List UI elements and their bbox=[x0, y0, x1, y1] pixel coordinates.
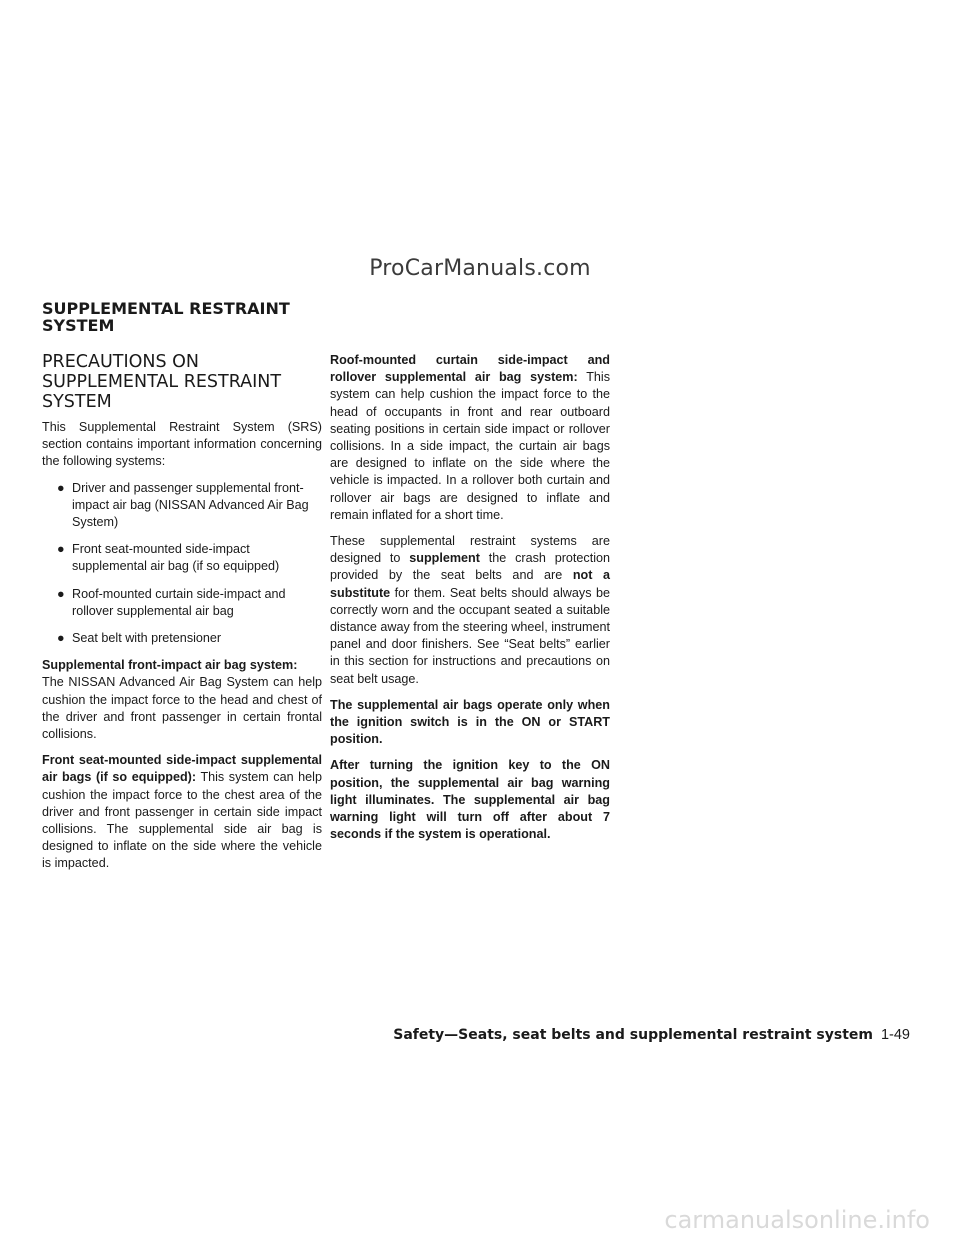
supplement-paragraph bbox=[330, 533, 610, 688]
bullet-icon: ● bbox=[57, 631, 65, 646]
ignition-paragraph: The supplemental air bags operate only when the ignition switch is in the ON or START position. bbox=[330, 697, 610, 747]
side-impact-lead: Front seat-mounted side-impact supplemental air bags (if so equipped): bbox=[42, 753, 322, 785]
list-item-text: Seat belt with pretensioner bbox=[72, 631, 222, 646]
list-item-text: Driver and passenger supplemental front-impact air bag (NISSAN Advanced Air Bag System) bbox=[72, 480, 309, 530]
bullet-icon: ● bbox=[57, 586, 65, 601]
bullet-icon: ● bbox=[57, 480, 65, 495]
list-item bbox=[42, 541, 322, 575]
warning-light-paragraph: After turning the ignition key to the ON position, the supplemental air bag warning light illuminates. The supplemental air bag warning light will turn off after about 7 seconds if the system is operational. bbox=[330, 758, 610, 842]
watermark-bottom: carmanualsonline.info bbox=[664, 1206, 930, 1234]
chapter-title: Safety—Seats, seat belts and supplemental restraint system bbox=[393, 1027, 873, 1043]
front-impact-lead: Supplemental front-impact air bag system: bbox=[42, 658, 298, 673]
supplement-text-3: for them. Seat belts should always be correctly worn and the occupant seated a suitable distance away from the steering wheel, instrument panel and door finishers. See “Seat belts” earlier in this section for instructions and precautions on seat belt usage. bbox=[330, 585, 610, 686]
supplement-text-2: the crash protection provided by the seat belts and are bbox=[330, 551, 611, 583]
section-title-line2: SYSTEM bbox=[42, 316, 115, 335]
supplement-bold-1: supplement bbox=[409, 551, 480, 566]
intro-paragraph: This Supplemental Restraint System (SRS) section contains important information concerning the following systems: bbox=[42, 420, 322, 469]
page-number: 1-49 bbox=[880, 1027, 910, 1043]
list-item bbox=[42, 630, 322, 647]
supplement-bold-2: not a substitute bbox=[330, 568, 610, 600]
precautions-heading: PRECAUTIONS ON SUPPLEMENTAL RESTRAINT SYSTEM bbox=[42, 352, 282, 412]
front-impact-text: The NISSAN Advanced Air Bag System can help cushion the impact force to the head and chest of the driver and front passenger in certain frontal collisions. bbox=[42, 675, 322, 742]
bullet-icon: ● bbox=[57, 542, 65, 557]
systems-list bbox=[42, 480, 322, 648]
column-left bbox=[42, 352, 322, 882]
section-title-line1: SUPPLEMENTAL RESTRAINT bbox=[42, 299, 290, 318]
front-impact-paragraph bbox=[42, 657, 322, 743]
side-impact-text: This system can help cushion the impact force to the chest area of the driver and front passenger in certain side impact collisions. The supplemental side air bag is designed to inflate on the side where the vehicle is impacted. bbox=[42, 770, 322, 871]
curtain-lead: Roof-mounted curtain side-impact and rollover supplemental air bag system: bbox=[330, 353, 610, 385]
page-footer bbox=[42, 1027, 910, 1043]
column-middle bbox=[330, 352, 610, 852]
supplement-text-1: These supplemental restraint systems are designed to bbox=[330, 534, 610, 566]
curtain-paragraph bbox=[330, 352, 610, 524]
curtain-text: This system can help cushion the impact force to the head of occupants in front and rear outboard seating positions in certain side impact or rollover collisions. In a side impact, the curtain air bags are designed to inflate on the side where the vehicle is impacted. In a rollover both curtain and rollover air bags are designed to inflate and remain inflated for a short time. bbox=[330, 370, 610, 522]
section-title bbox=[42, 300, 290, 334]
list-item bbox=[42, 480, 322, 532]
list-item-text: Front seat-mounted side-impact supplemental air bag (if so equipped) bbox=[72, 542, 280, 574]
list-item bbox=[42, 586, 322, 620]
side-impact-paragraph bbox=[42, 752, 322, 872]
watermark-top: ProCarManuals.com bbox=[369, 256, 591, 281]
list-item-text: Roof-mounted curtain side-impact and rollover supplemental air bag bbox=[72, 586, 286, 618]
